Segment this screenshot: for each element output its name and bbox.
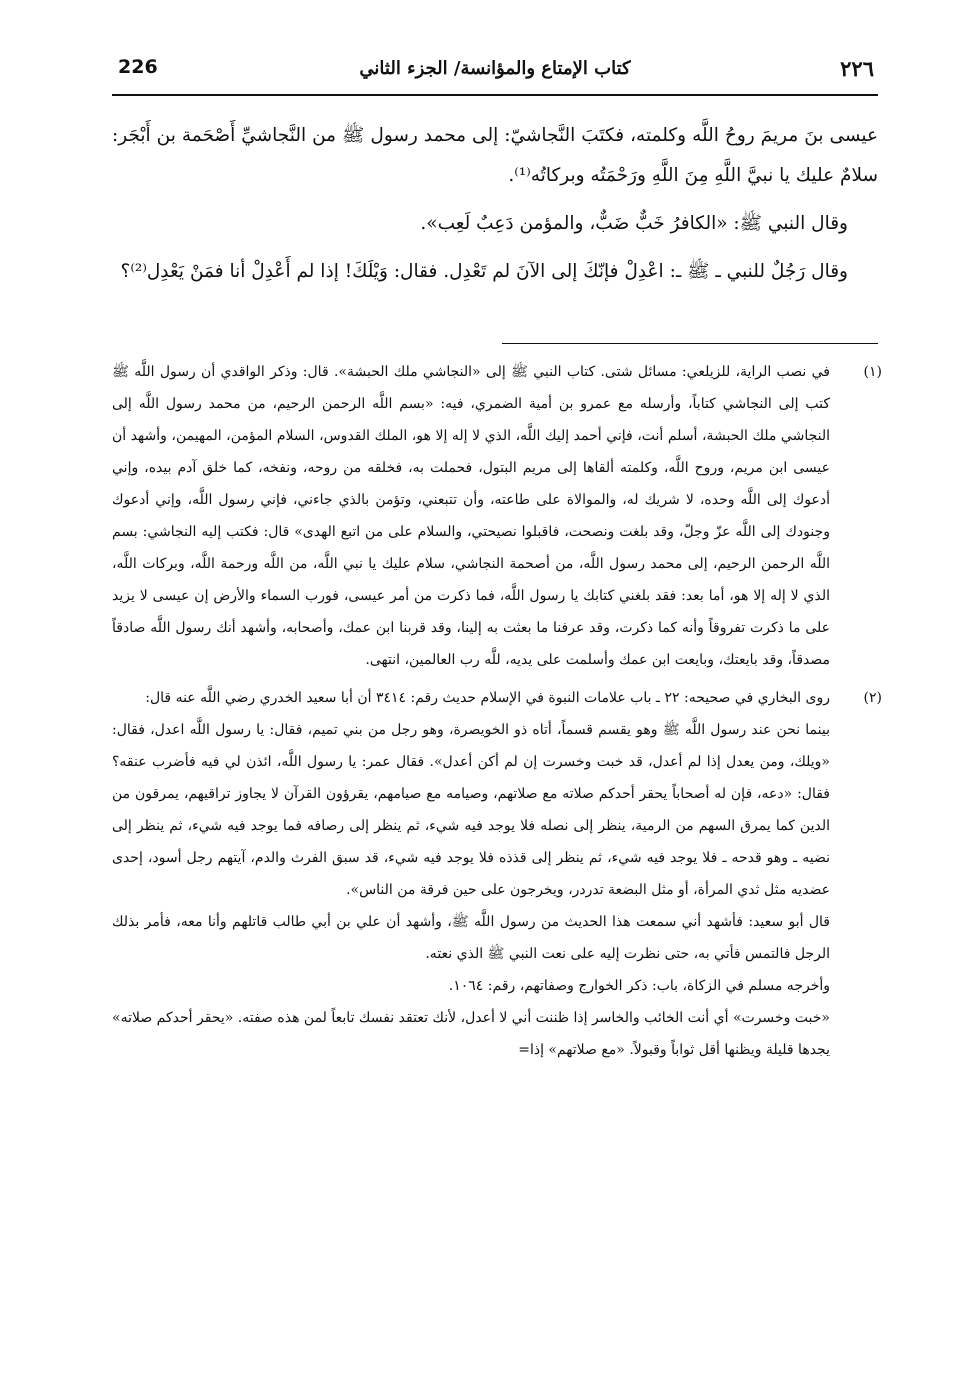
book-title: كتاب الإمتاع والمؤانسة/ الجزء الثاني — [359, 58, 631, 79]
footnote-paragraph: قال أبو سعيد: فأشهد أني سمعت هذا الحديث من رسول اللَّه ﷺ، وأشهد أن علي بن أبي طالب قاتلهم وأنا معه، فأمر بذلك الرجل فالتمس فأتي به، حتى نظرت إليه على نعت النبي ﷺ الذي نعته. — [112, 914, 830, 962]
footnote-paragraph: روى البخاري في صحيحه: ٢٢ ـ باب علامات النبوة في الإسلام حديث رقم: ٣٤١٤ أن أبا سعيد الخدري رضي اللَّه عنه قال: — [145, 690, 830, 706]
footnote-paragraph: وأخرجه مسلم في الزكاة، باب: ذكر الخوارج وصفاتهم، رقم: ١٠٦٤. — [448, 978, 830, 994]
footnote-paragraph: في نصب الراية، للزيلعي: مسائل شتى. كتاب النبي ﷺ إلى «النجاشي ملك الحبشة». قال: وذكر الواقدي أن رسول اللَّه ﷺ كتب إلى النجاشي كتاباً، وأرسله مع عمرو بن أمية الضمري، فيه: «بسم اللَّه الرحمن الرحيم، من محمد رسول اللَّه إلى النجاشي ملك الحبشة، أسلم أنت، فإني أحمد إليك اللَّه، الذي لا إله إلا هو، الملك القدوس، السلام المؤمن، المهيمن، وأشهد أن عيسى ابن مريم، وروح اللَّه، وكلمته ألقاها إلى مريم البتول، فحملت به، فخلقه من روحه، ونفخه، كما خلق آدم بيده، وإني أدعوك إلى اللَّه وحده، لا شريك له، والموالاة على طاعته، وأن تتبعني، وتؤمن بالذي جاءني، فإني رسول اللَّه، وإني أدعوك وجنودك إلى اللَّه عزّ وجلّ، وقد بلغت ونصحت، فاقبلوا نصيحتي، والسلام على من اتبع الهدى» قال: فكتب إليه النجاشي: بسم اللَّه الرحمن الرحيم، إلى محمد رسول اللَّه، من أصحمة النجاشي، سلام عليك يا نبي اللَّه، من اللَّه ورحمة اللَّه، وبركات اللَّه، الذي لا إله إلا هو، أما بعد: فقد بلغني كتابك يا رسول اللَّه، فما ذكرت من أمر عيسى، فورب السماء والأرض إن عيسى لا يزيد على ما ذكرت تفروقاً وأنه كما ذكرت، وقد عرفنا ما بعثت به إلينا، وقد قربنا ابن عمك، وأصحابه، وأشهد أنك رسول اللَّه صادقاً مصدقاً، وقد بايعتك، وبايعت ابن عمك وأسلمت على يديه، للَّه رب العالمين، انتهى. — [112, 364, 830, 668]
footnote-separator — [502, 343, 878, 344]
body-paragraph: وقال رَجُلٌ للنبي ـ ﷺ ـ: اعْدِلْ فإنّكَ إلى الآنَ لم تَعْدِل. فقال: وَيْلَكَ! إذا لم أَعْدِلْ أنا فمَنْ يَعْدِل⁽²⁾؟ — [120, 261, 848, 282]
footnote-number: (٢) — [863, 690, 882, 706]
page-number-arabic: ٢٢٦ — [840, 56, 874, 81]
footnote-number: (١) — [863, 364, 882, 380]
body-paragraph: عيسى بنَ مريمَ روحُ اللَّه وكلمته، فكتَبَ النَّجاشيّ: إلى محمد رسول ﷺ من النَّجاشيِّ أَصْحَمة بن أَبْجَر: سلامٌ عليك يا نبيَّ اللَّهِ مِنَ اللَّهِ ورَحْمَتُه وبركاتُه⁽¹⁾. — [112, 125, 878, 186]
footnotes — [112, 356, 882, 1072]
footnote-2 — [112, 682, 882, 1066]
main-text — [112, 116, 878, 300]
page-number-latin: 226 — [118, 56, 158, 78]
footnote-paragraph: بينما نحن عند رسول اللَّه ﷺ وهو يقسم قسماً، أتاه ذو الخويصرة، وهو رجل من بني تميم، فقال: يا رسول اللَّه اعدل، فقال: «ويلك، ومن يعدل إذا لم أعدل، قد خبت وخسرت إن لم أكن أعدل». فقال عمر: يا رسول اللَّه، ائذن لي فيه فأضرب عنقه؟ فقال: «دعه، فإن له أصحاباً يحقر أحدكم صلاته مع صلاتهم، وصيامه مع صيامهم، يقرؤون القرآن لا يجاوز تراقيهم، يمرقون من الدين كما يمرق السهم من الرمية، ينظر إلى نصله فلا يوجد فيه شيء، ثم ينظر إلى رصافه فما يوجد فيه شيء، ثم ينظر إلى نضيه ـ وهو قدحه ـ فلا يوجد فيه شيء، ثم ينظر إلى قذذه فلا يوجد فيه شيء، قد سبق الفرث والدم، آيتهم رجل أسود، إحدى عضديه مثل ثدي المرأة، أو مثل البضعة تدردر، ويخرجون على حين فرقة من الناس». — [112, 722, 831, 898]
page-header — [112, 54, 878, 96]
footnote-paragraph: «خبت وخسرت» أي أنت الخائب والخاسر إذا ظننت أني لا أعدل، لأنك تعتقد نفسك تابعاً لمن هذه صفته. «يحقر أحدكم صلاته» يجدها قليلة ويظنها أقل ثواباً وقبولاً. «مع صلاتهم» إذا= — [112, 1010, 830, 1058]
footnote-1 — [112, 356, 882, 676]
body-paragraph: وقال النبي ﷺ: «الكافرُ خَبٌّ ضَبٌّ، والمؤمن دَعِبٌ لَعِب». — [420, 213, 848, 234]
